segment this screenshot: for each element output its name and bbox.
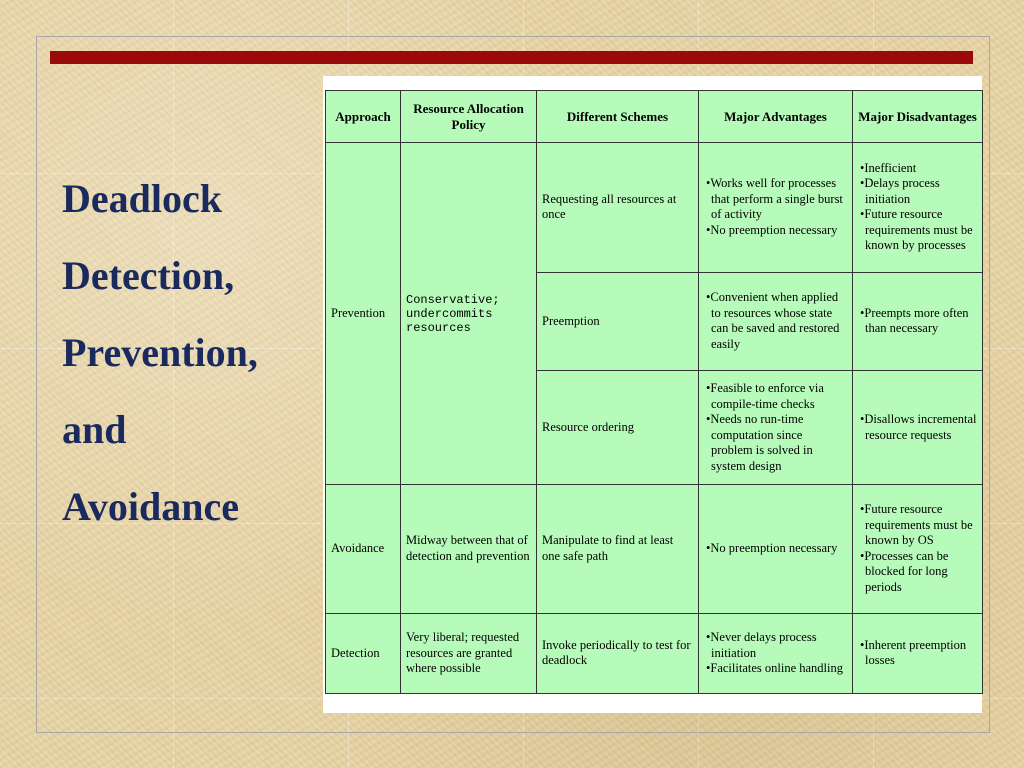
advantage-item: •Works well for processes that perform a single burst of activity	[706, 176, 843, 222]
advantage-item: •No preemption necessary	[706, 541, 838, 556]
disadvantage-item: •Preempts more often than necessary	[860, 305, 969, 336]
title-line: and	[62, 407, 127, 452]
scheme-cell: Manipulate to find at least one safe path	[537, 485, 699, 613]
scheme-cell: Resource ordering	[537, 370, 699, 484]
scheme-cell: Preemption	[537, 272, 699, 370]
title-line: Avoidance	[62, 484, 240, 529]
table-row	[326, 143, 983, 272]
table-row	[326, 485, 983, 613]
approach-cell: Avoidance	[326, 485, 401, 613]
policy-cell: Conservative; undercommits resources	[401, 143, 537, 485]
scheme-cell: Invoke periodically to test for deadlock	[537, 613, 699, 693]
disadvantage-item: •Disallows incremental resource requests	[860, 412, 977, 442]
approach-cell: Detection	[326, 613, 401, 693]
title-line: Detection,	[62, 253, 235, 298]
policy-cell: Very liberal; requested resources are granted where possible	[401, 613, 537, 693]
advantage-item: •Never delays process initiation	[706, 630, 817, 660]
header-policy: Resource Allocation Policy	[401, 91, 537, 143]
accent-bar	[50, 51, 973, 64]
advantage-item: •Convenient when applied to resources whose state can be saved and restored easily	[706, 290, 840, 351]
disadvantage-item: •Delays process initiation	[860, 176, 940, 206]
header-schemes: Different Schemes	[537, 91, 699, 143]
disadvantages-cell	[853, 485, 983, 613]
table-header-row	[326, 91, 983, 143]
disadvantage-item: •Inefficient	[860, 160, 917, 175]
disadvantages-cell	[853, 143, 983, 272]
disadvantages-cell	[853, 370, 983, 484]
approach-cell: Prevention	[326, 143, 401, 485]
advantage-item: •Needs no run-time computation since problem is solved in system design	[706, 412, 813, 473]
header-disadvantages: Major Disadvantages	[853, 91, 983, 143]
header-approach: Approach	[326, 91, 401, 143]
slide-title	[62, 160, 317, 545]
table-row	[326, 613, 983, 693]
title-line: Deadlock	[62, 176, 222, 221]
disadvantage-item: •Processes can be blocked for long periods	[860, 548, 949, 594]
disadvantage-item: •Future resource requirements must be known by processes	[860, 207, 973, 253]
scheme-cell: Requesting all resources at once	[537, 143, 699, 272]
disadvantage-item: •Inherent preemption losses	[860, 637, 967, 668]
advantage-item: •Feasible to enforce via compile-time checks	[706, 381, 824, 411]
disadvantages-cell	[853, 613, 983, 693]
advantages-cell	[699, 143, 853, 272]
deadlock-strategies-table	[325, 90, 983, 694]
disadvantages-cell	[853, 272, 983, 370]
header-advantages: Major Advantages	[699, 91, 853, 143]
advantages-cell	[699, 370, 853, 484]
disadvantage-item: •Future resource requirements must be known by OS	[860, 502, 973, 548]
title-line: Prevention,	[62, 330, 258, 375]
advantages-cell	[699, 613, 853, 693]
advantages-cell	[699, 272, 853, 370]
policy-cell: Midway between that of detection and prevention	[401, 485, 537, 613]
advantage-item: •Facilitates online handling	[706, 661, 843, 676]
table-panel	[323, 76, 982, 713]
advantages-cell	[699, 485, 853, 613]
advantage-item: •No preemption necessary	[706, 222, 838, 237]
